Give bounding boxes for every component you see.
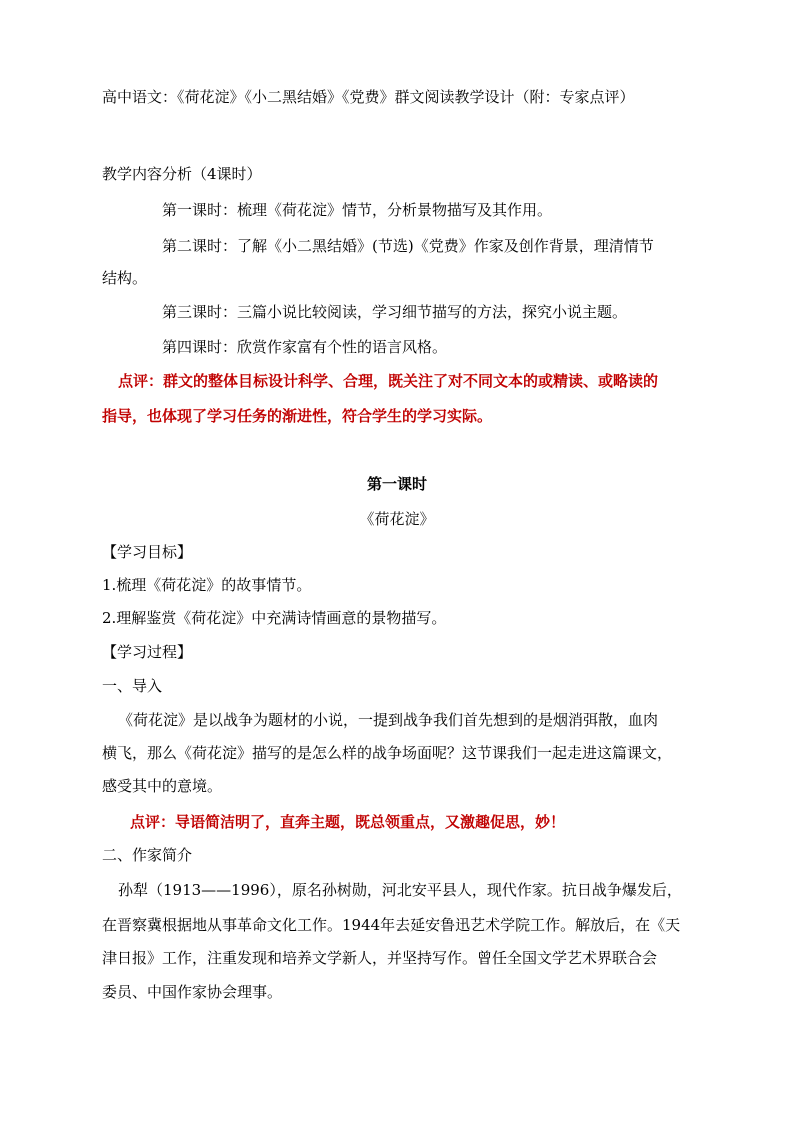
section-heading: 二、作家简介 (102, 846, 193, 864)
intro-paragraph-line: 《荷花淀》是以战争为题材的小说，一提到战争我们首先想到的是烟消弭散，血肉 (118, 711, 659, 729)
expert-comment: 点评：导语简洁明了，直奔主题，既总领重点，又激趣促思，妙！ (130, 813, 566, 831)
lesson-plan-line: 结构。 (102, 269, 148, 287)
lesson-plan-line: 第三课时：三篇小说比较阅读，学习细节描写的方法，探究小说主题。 (162, 303, 628, 321)
expert-comment: 指导，也体现了学习任务的渐进性，符合学生的学习实际。 (102, 407, 493, 425)
lesson1-text-title: 《荷花淀》 (359, 510, 435, 528)
objective-item: 1.梳理《荷花淀》的故事情节。 (102, 576, 312, 594)
lesson-plan-line: 第一课时：梳理《荷花淀》情节，分析景物描写及其作用。 (162, 201, 553, 219)
expert-comment: 点评：群文的整体目标设计科学、合理，既关注了对不同文本的或精读、或略读的 (118, 372, 659, 390)
author-bio-line: 委员、中国作家协会理事。 (102, 983, 283, 1001)
lesson1-heading: 第一课时 (366, 475, 427, 493)
lesson-plan-line: 第二课时：了解《小二黑结婚》(节选)《党费》作家及创作背景，理清情节 (162, 237, 654, 255)
objectives-heading: 【学习目标】 (102, 543, 193, 561)
lesson-plan-line: 第四课时：欣赏作家富有个性的语言风格。 (162, 338, 448, 356)
document-title: 高中语文：《荷花淀》《小二黑结婚》《党费》群文阅读教学设计（附：专家点评） (102, 88, 635, 106)
author-bio-line: 在晋察冀根据地从事革命文化工作。1944年去延安鲁迅艺术学院工作。解放后，在《天 (102, 916, 681, 934)
process-heading: 【学习过程】 (102, 643, 193, 661)
author-bio-line: 津日报》工作，注重发现和培养文学新人，并坚持写作。曾任全国文学艺术界联合会 (102, 949, 658, 967)
objective-item: 2.理解鉴赏《荷花淀》中充满诗情画意的景物描写。 (102, 609, 447, 627)
section-heading: 一、导入 (102, 677, 163, 695)
intro-paragraph-line: 横飞，那么《荷花淀》描写的是怎么样的战争场面呢？这节课我们一起走进这篇课文， (102, 744, 673, 762)
analysis-heading: 教学内容分析（4课时） (102, 165, 262, 183)
author-bio-line: 孙犁（1913——1996），原名孙树勋，河北安平县人，现代作家。抗日战争爆发后， (118, 881, 682, 899)
intro-paragraph-line: 感受其中的意境。 (102, 777, 223, 795)
